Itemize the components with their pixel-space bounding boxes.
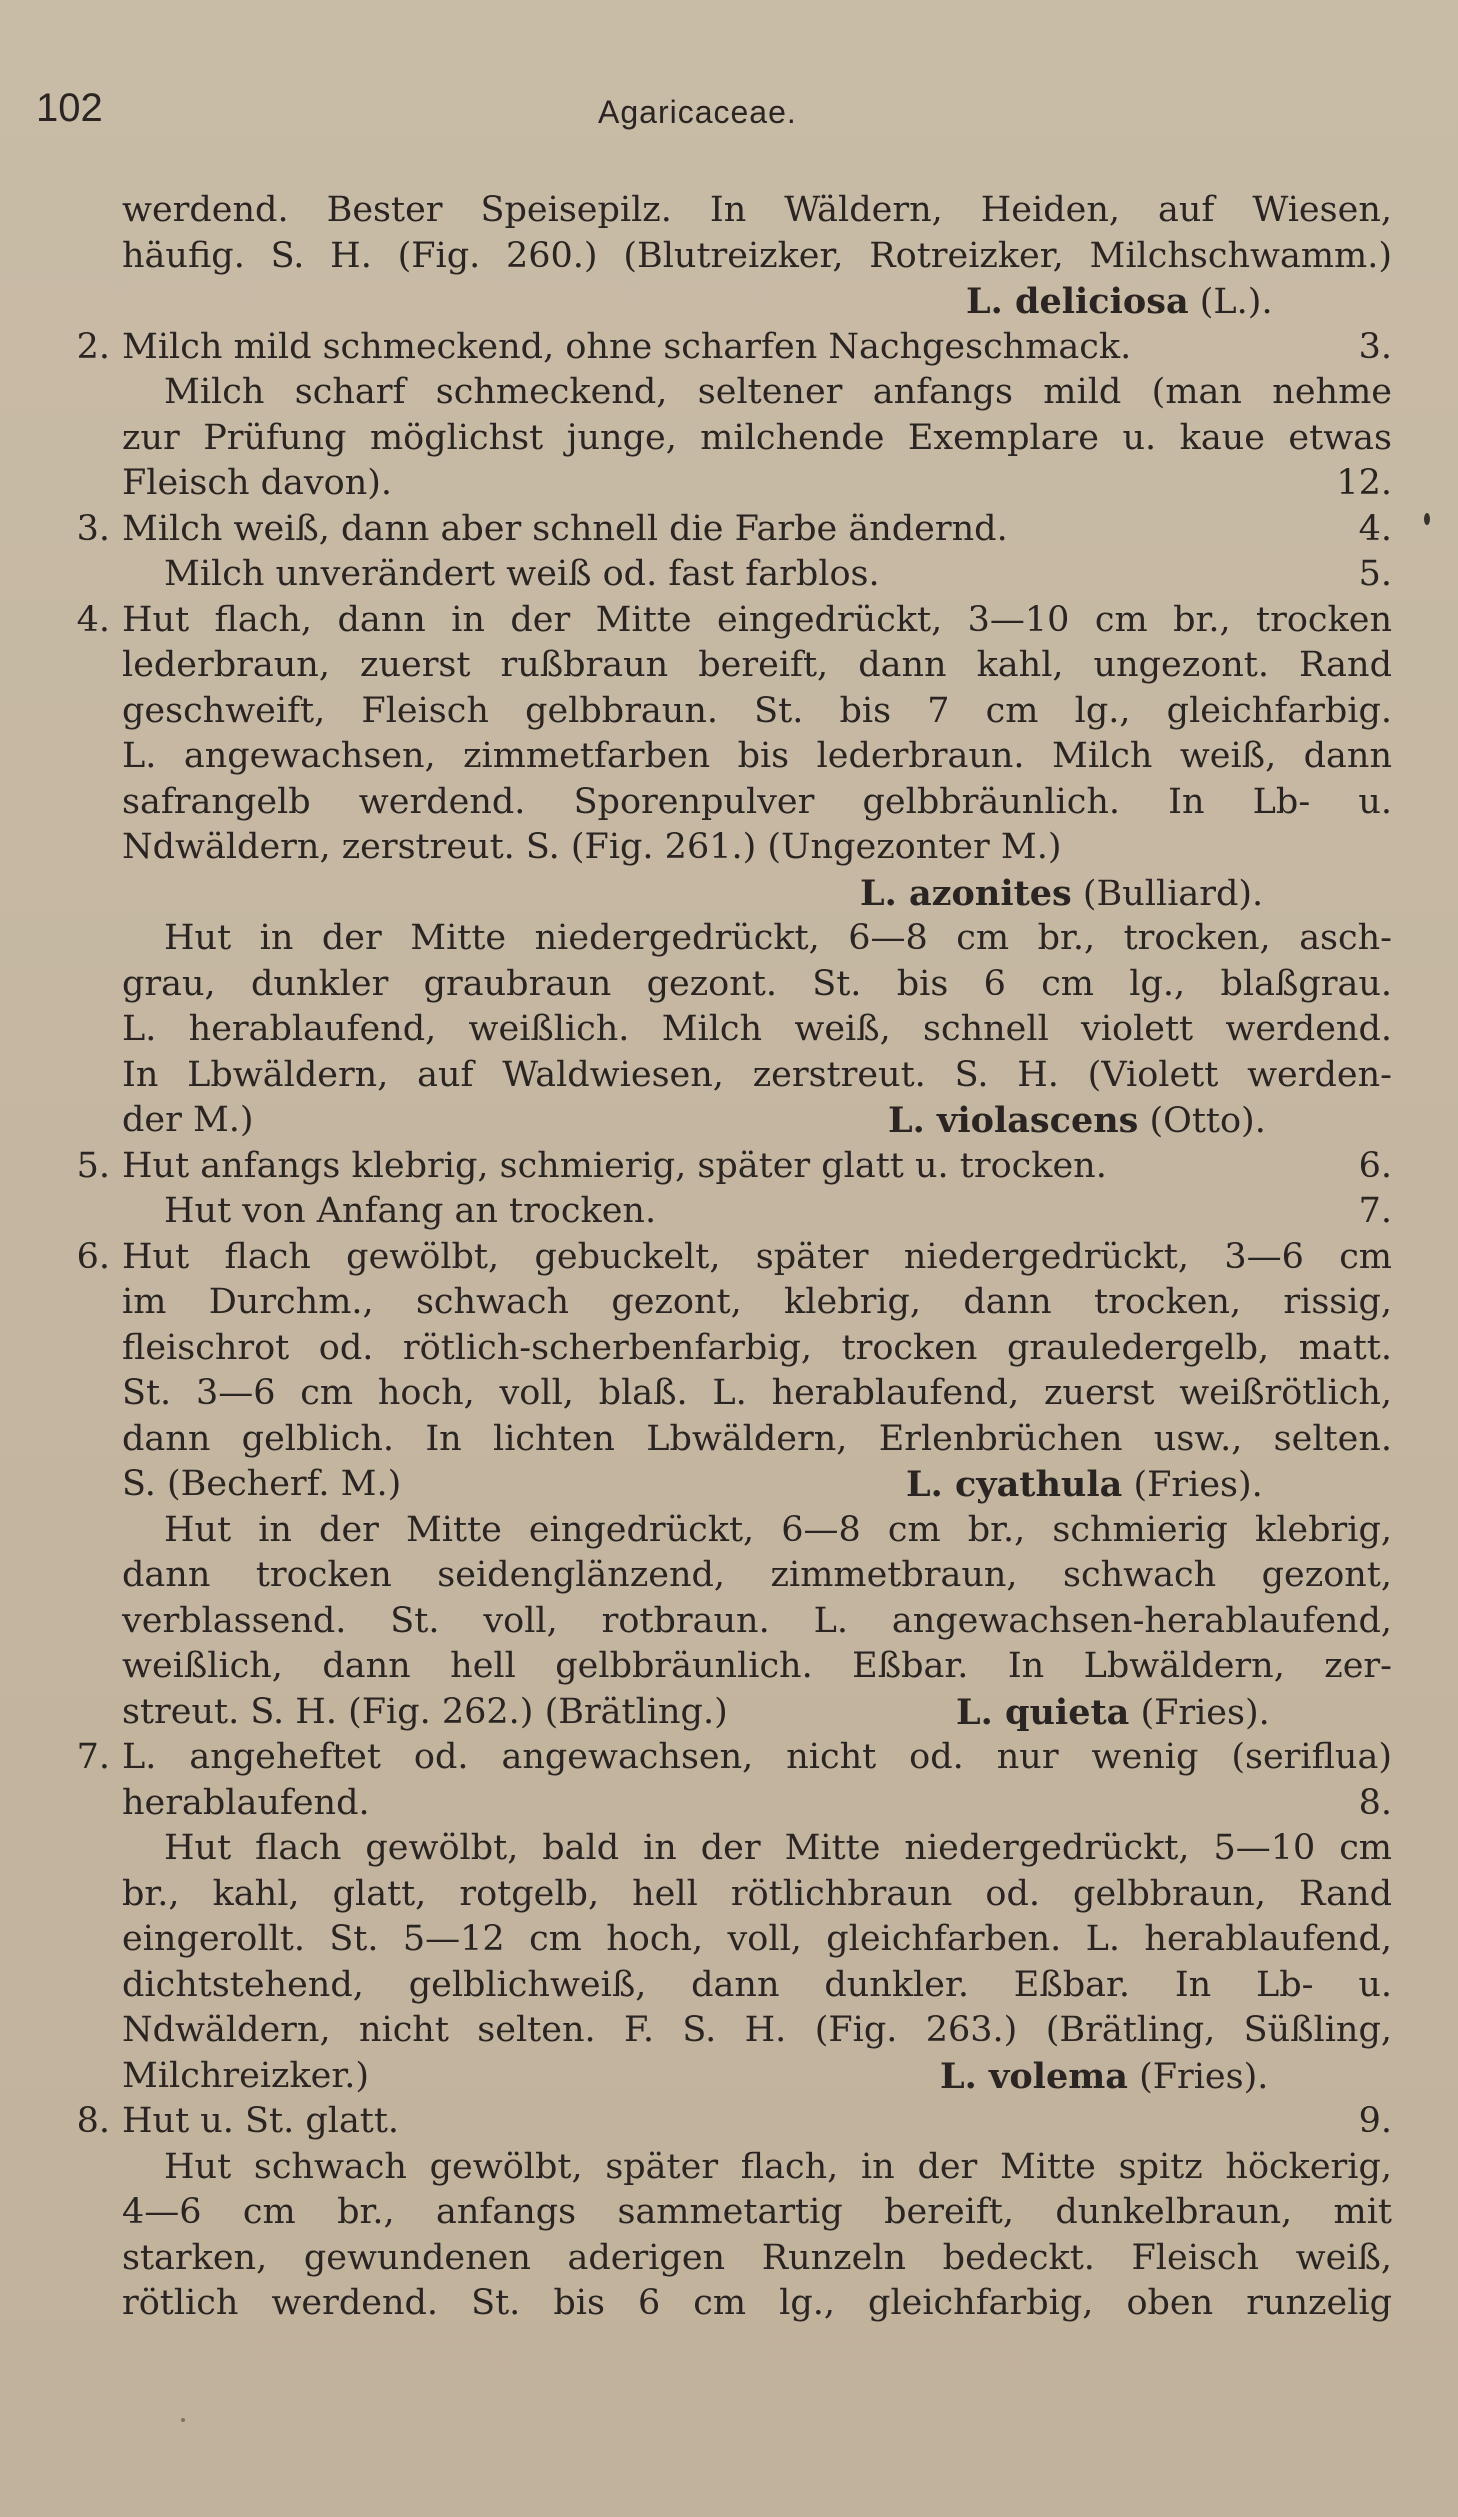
text-line: [0, 279, 1458, 325]
line-text: L. angeheftet od. angewachsen, nicht od. nur wenig (seriflua): [122, 1737, 1392, 1777]
key-number: 6.: [76, 1236, 110, 1277]
text-line: [0, 689, 1458, 735]
species-name: [888, 1098, 1266, 1145]
line-text: safrangelb werdend. Sporenpulver gelbbräunlich. In Lb- u.: [122, 781, 1392, 822]
text-line: [0, 1644, 1458, 1690]
text-line: [0, 1371, 1458, 1417]
line-text: Ndwäldern, zerstreut. S. (Fig. 261.) (Ungezonter M.): [122, 827, 1062, 867]
text-line: [0, 598, 1458, 644]
text-line: [0, 1735, 1458, 1781]
line-text: Milch scharf schmeckend, seltener anfangs mild (man nehme: [164, 372, 1392, 412]
line-text: 4—6 cm br., anfangs sammetartig bereift, dunkelbraun, mit: [122, 2192, 1392, 2232]
line-text: Milch weiß, dann aber schnell die Farbe ändernd.: [122, 508, 1008, 549]
line-text: dann gelblich. In lichten Lbwäldern, Erlenbrüchen usw., selten.: [122, 1418, 1392, 1459]
paper-speck: [1424, 513, 1430, 525]
line-text: Hut flach gewölbt, bald in der Mitte niedergedrückt, 5—10 cm: [164, 1828, 1392, 1868]
text-line: [0, 1144, 1458, 1190]
line-text: Fleisch davon).: [122, 463, 393, 503]
paper-speck: [181, 2418, 185, 2422]
line-text: Hut in der Mitte eingedrückt, 6—8 cm br., schmierig klebrig,: [164, 1509, 1392, 1550]
key-number: 8.: [76, 2101, 110, 2141]
text-line: [0, 916, 1458, 962]
page-number: 102: [36, 86, 103, 130]
text-line: [0, 1417, 1458, 1463]
key-number: 3.: [76, 508, 110, 549]
text-line: [0, 507, 1458, 553]
species-binomial: L. cyathula: [906, 1464, 1123, 1505]
text-line: [0, 1872, 1458, 1918]
species-author: (Fries).: [1122, 1465, 1263, 1505]
line-text: häufig. S. H. (Fig. 260.) (Blutreizker, Rotreizker, Milchschwamm.): [122, 235, 1392, 276]
species-author: (Otto).: [1138, 1101, 1266, 1141]
key-reference: 5.: [1358, 554, 1392, 594]
text-line: [0, 734, 1458, 780]
text-line: [0, 1007, 1458, 1053]
line-text: Milch mild schmeckend, ohne scharfen Nachgeschmack.: [122, 326, 1132, 367]
key-reference: 6.: [1358, 1145, 1392, 1186]
text-line: [0, 1781, 1458, 1827]
line-text: weißlich, dann hell gelbbräunlich. Eßbar. In Lbwäldern, zer-: [122, 1646, 1392, 1686]
key-reference: 12.: [1336, 463, 1392, 503]
line-text: eingerollt. St. 5—12 cm hoch, voll, gleichfarben. L. herablaufend,: [122, 1919, 1392, 1959]
species-author: (Bulliard).: [1071, 873, 1264, 914]
text-line: [0, 1462, 1458, 1508]
line-text: In Lbwäldern, auf Waldwiesen, zerstreut. S. H. (Violett werden-: [122, 1054, 1392, 1095]
text-line: [0, 1053, 1458, 1099]
text-line: [0, 1098, 1458, 1144]
species-binomial: L. deliciosa: [966, 281, 1189, 322]
text-line: [0, 1826, 1458, 1872]
line-text: Hut von Anfang an trocken.: [164, 1191, 657, 1231]
line-text: fleischrot od. rötlich-scherbenfarbig, trocken grauledergelb, matt.: [122, 1327, 1392, 1368]
text-line: [0, 2190, 1458, 2236]
text-line: [0, 643, 1458, 689]
key-number: 2.: [76, 326, 110, 367]
line-text: Hut u. St. glatt.: [122, 2101, 400, 2141]
line-text: Hut flach gewölbt, gebuckelt, später niedergedrückt, 3—6 cm: [122, 1236, 1392, 1277]
line-text: rötlich werdend. St. bis 6 cm lg., gleichfarbig, oben runzelig: [122, 2283, 1392, 2323]
line-text: grau, dunkler graubraun gezont. St. bis 6 cm lg., blaßgrau.: [122, 963, 1392, 1004]
line-text: L. angewachsen, zimmetfarben bis lederbraun. Milch weiß, dann: [122, 736, 1392, 776]
line-text: S. (Becherf. M.): [122, 1464, 402, 1504]
species-binomial: L. azonites: [860, 872, 1072, 914]
text-line: [0, 234, 1458, 280]
species-name: [906, 1462, 1263, 1509]
line-text: herablaufend.: [122, 1782, 370, 1823]
key-number: 4.: [76, 599, 110, 640]
line-text: Milch unverändert weiß od. fast farblos.: [164, 554, 880, 594]
text-line: [0, 461, 1458, 507]
species-name: [860, 871, 1263, 918]
key-reference: 9.: [1358, 2101, 1392, 2141]
text-line: [0, 780, 1458, 826]
key-reference: 4.: [1358, 508, 1392, 549]
text-line: [0, 871, 1458, 917]
text-line: [0, 1963, 1458, 2009]
text-line: [0, 2008, 1458, 2054]
line-text: Hut in der Mitte niedergedrückt, 6—8 cm br., trocken, asch-: [164, 918, 1392, 958]
text-line: [0, 2281, 1458, 2327]
line-text: Hut schwach gewölbt, später flach, in der Mitte spitz höckerig,: [164, 2146, 1392, 2187]
line-text: werdend. Bester Speisepilz. In Wäldern, Heiden, auf Wiesen,: [122, 190, 1392, 230]
page-header: [0, 82, 1458, 142]
line-text: starken, gewundenen aderigen Runzeln bedeckt. Fleisch weiß,: [122, 2237, 1392, 2278]
line-text: geschweift, Fleisch gelbbraun. St. bis 7 cm lg., gleichfarbig.: [122, 690, 1392, 731]
running-title: Agaricaceae.: [598, 94, 797, 130]
text-line: [0, 1553, 1458, 1599]
text-line: [0, 2099, 1458, 2145]
text-line: [0, 825, 1458, 871]
text-line: [0, 1280, 1458, 1326]
species-name: [940, 2054, 1268, 2101]
text-line: [0, 2145, 1458, 2191]
species-name: [956, 1690, 1270, 1737]
key-number: 7.: [76, 1737, 110, 1777]
key-text: [0, 188, 1458, 2327]
line-text: St. 3—6 cm hoch, voll, blaß. L. herablaufend, zuerst weißrötlich,: [122, 1373, 1392, 1413]
line-text: dichtstehend, gelblichweiß, dann dunkler. Eßbar. In Lb- u.: [122, 1964, 1392, 2005]
line-text: streut. S. H. (Fig. 262.) (Brätling.): [122, 1691, 728, 1732]
species-author: (Fries).: [1127, 2056, 1269, 2097]
line-text: Ndwäldern, nicht selten. F. S. H. (Fig. 263.) (Brätling, Süßling,: [122, 2010, 1392, 2050]
line-text: dann trocken seidenglänzend, zimmetbraun, schwach gezont,: [122, 1555, 1392, 1595]
line-text: L. herablaufend, weißlich. Milch weiß, schnell violett werdend.: [122, 1009, 1392, 1049]
species-binomial: L. quieta: [956, 1691, 1130, 1733]
text-line: [0, 1599, 1458, 1645]
text-line: [0, 1235, 1458, 1281]
line-text: verblassend. St. voll, rotbraun. L. angewachsen-herablaufend,: [122, 1600, 1392, 1641]
key-reference: 3.: [1358, 326, 1392, 367]
line-text: Hut anfangs klebrig, schmierig, später glatt u. trocken.: [122, 1145, 1107, 1186]
text-line: [0, 416, 1458, 462]
line-text: im Durchm., schwach gezont, klebrig, dann trocken, rissig,: [122, 1282, 1392, 1322]
text-line: [0, 370, 1458, 416]
text-line: [0, 188, 1458, 234]
text-line: [0, 1326, 1458, 1372]
line-text: br., kahl, glatt, rotgelb, hell rötlichbraun od. gelbbraun, Rand: [122, 1873, 1392, 1914]
text-line: [0, 962, 1458, 1008]
text-line: [0, 1917, 1458, 1963]
line-text: lederbraun, zuerst rußbraun bereift, dann kahl, ungezont. Rand: [122, 645, 1392, 685]
key-reference: 8.: [1358, 1782, 1392, 1823]
line-text: der M.): [122, 1100, 254, 1140]
text-line: [0, 1508, 1458, 1554]
line-text: Milchreizker.): [122, 2055, 370, 2096]
text-line: [0, 2054, 1458, 2100]
species-name: [966, 279, 1273, 326]
key-reference: 7.: [1358, 1191, 1392, 1231]
text-line: [0, 552, 1458, 598]
species-binomial: L. violascens: [888, 1100, 1139, 1141]
line-text: zur Prüfung möglichst junge, milchende Exemplare u. kaue etwas: [122, 417, 1392, 458]
species-author: (Fries).: [1129, 1692, 1270, 1733]
text-line: [0, 2236, 1458, 2282]
text-line: [0, 1690, 1458, 1736]
key-number: 5.: [76, 1145, 110, 1186]
line-text: Hut flach, dann in der Mitte eingedrückt, 3—10 cm br., trocken: [122, 599, 1392, 640]
species-binomial: L. volema: [940, 2055, 1128, 2097]
species-author: (L.).: [1188, 282, 1273, 322]
text-line: [0, 1189, 1458, 1235]
text-line: [0, 325, 1458, 371]
